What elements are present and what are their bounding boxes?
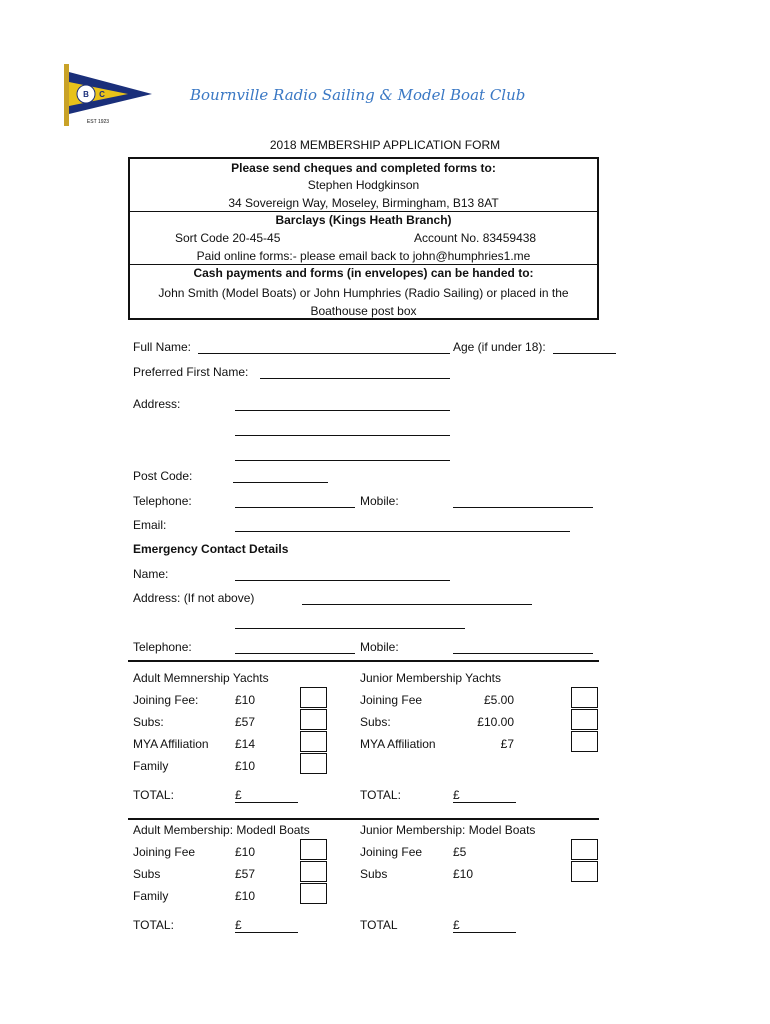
telephone-label: Telephone: bbox=[133, 494, 192, 508]
section-divider bbox=[128, 818, 599, 820]
checkbox-adult-yacht-subs[interactable] bbox=[300, 709, 327, 730]
fee-amount: £10 bbox=[235, 845, 256, 859]
emergency-address-label: Address: (If not above) bbox=[133, 591, 255, 605]
online-note: Paid online forms:- please email back to john@humphries1.me bbox=[196, 249, 531, 263]
club-name: Bournville Radio Sailing & Model Boat Club bbox=[190, 86, 526, 104]
payment-info-box bbox=[128, 157, 599, 320]
checkbox-junior-yacht-subs[interactable] bbox=[571, 709, 598, 730]
full-name-label: Full Name: bbox=[133, 340, 192, 354]
full-name-field[interactable] bbox=[198, 353, 450, 354]
cash-line-2: Boathouse post box bbox=[310, 304, 417, 318]
adult-yachts-title: Adult Memnership Yachts bbox=[133, 671, 269, 685]
total-label: TOTAL: bbox=[360, 788, 401, 802]
email-field[interactable] bbox=[235, 531, 570, 532]
divider bbox=[130, 264, 597, 265]
emergency-telephone-field[interactable] bbox=[235, 653, 355, 654]
checkbox-adult-yacht-joining[interactable] bbox=[300, 687, 327, 708]
contact-name: Stephen Hodgkinson bbox=[307, 178, 420, 192]
fee-amount: £10 bbox=[235, 759, 256, 773]
fee-label: Joining Fee bbox=[360, 693, 423, 707]
fee-amount: £7 bbox=[500, 737, 514, 751]
email-label: Email: bbox=[133, 518, 167, 532]
send-heading: Please send cheques and completed forms to: bbox=[231, 161, 496, 175]
age-field[interactable] bbox=[553, 353, 616, 354]
total-currency: £ bbox=[453, 788, 460, 802]
checkbox-adult-boat-joining[interactable] bbox=[300, 839, 327, 860]
checkbox-junior-boat-subs[interactable] bbox=[571, 861, 598, 882]
contact-address: 34 Sovereign Way, Moseley, Birmingham, B13 8AT bbox=[228, 196, 499, 210]
fee-label: Family bbox=[133, 889, 169, 903]
junior-model-boats-title: Junior Membership: Model Boats bbox=[360, 823, 536, 837]
club-logo bbox=[58, 64, 154, 126]
post-code-field[interactable] bbox=[233, 482, 328, 483]
fee-amount: £14 bbox=[235, 737, 256, 751]
divider bbox=[130, 211, 597, 212]
fee-amount: £10 bbox=[235, 889, 256, 903]
address-field-2[interactable] bbox=[235, 435, 450, 436]
fee-label: Subs bbox=[360, 867, 388, 881]
emergency-mobile-field[interactable] bbox=[453, 653, 593, 654]
junior-yacht-total-field[interactable] bbox=[453, 802, 516, 803]
fee-amount: £57 bbox=[235, 715, 256, 729]
fee-label: Joining Fee bbox=[133, 845, 196, 859]
emergency-address-field-1[interactable] bbox=[302, 604, 532, 605]
emergency-telephone-label: Telephone: bbox=[133, 640, 192, 654]
post-code-label: Post Code: bbox=[133, 469, 193, 483]
fee-label: Subs: bbox=[360, 715, 391, 729]
total-currency: £ bbox=[235, 788, 242, 802]
checkbox-junior-boat-joining[interactable] bbox=[571, 839, 598, 860]
mobile-label: Mobile: bbox=[360, 494, 399, 508]
emergency-heading: Emergency Contact Details bbox=[133, 542, 289, 556]
checkbox-junior-yacht-joining[interactable] bbox=[571, 687, 598, 708]
emergency-mobile-label: Mobile: bbox=[360, 640, 399, 654]
emergency-name-field[interactable] bbox=[235, 580, 450, 581]
svg-text:C: C bbox=[99, 90, 105, 99]
emergency-address-field-2[interactable] bbox=[235, 628, 465, 629]
checkbox-adult-boat-family[interactable] bbox=[300, 883, 327, 904]
checkbox-adult-yacht-family[interactable] bbox=[300, 753, 327, 774]
fee-amount: £5.00 bbox=[483, 693, 514, 707]
total-label: TOTAL bbox=[360, 918, 398, 932]
fee-label: Subs: bbox=[133, 715, 164, 729]
account-number: Account No. 83459438 bbox=[414, 231, 537, 245]
preferred-name-label: Preferred First Name: bbox=[133, 365, 249, 379]
section-divider bbox=[128, 660, 599, 662]
fee-amount: £10.00 bbox=[477, 715, 514, 729]
adult-model-boats-title: Adult Membership: Modedl Boats bbox=[133, 823, 310, 837]
svg-text:EST 1923: EST 1923 bbox=[86, 119, 110, 125]
address-label: Address: bbox=[133, 397, 181, 411]
adult-boat-total-field[interactable] bbox=[235, 932, 298, 933]
preferred-name-field[interactable] bbox=[260, 378, 450, 379]
cash-line-1: John Smith (Model Boats) or John Humphries (Radio Sailing) or placed in the bbox=[158, 286, 569, 300]
bank-heading: Barclays (Kings Heath Branch) bbox=[275, 213, 452, 227]
total-currency: £ bbox=[235, 918, 242, 932]
fee-amount: £57 bbox=[235, 867, 256, 881]
cash-heading: Cash payments and forms (in envelopes) can be handed to: bbox=[193, 266, 534, 280]
total-currency: £ bbox=[453, 918, 460, 932]
address-field-3[interactable] bbox=[235, 460, 450, 461]
fee-label: Family bbox=[133, 759, 169, 773]
checkbox-adult-boat-subs[interactable] bbox=[300, 861, 327, 882]
junior-boat-total-field[interactable] bbox=[453, 932, 516, 933]
checkbox-junior-yacht-mya[interactable] bbox=[571, 731, 598, 752]
adult-yacht-total-field[interactable] bbox=[235, 802, 298, 803]
age-label: Age (if under 18): bbox=[453, 340, 546, 354]
emergency-name-label: Name: bbox=[133, 567, 169, 581]
total-label: TOTAL: bbox=[133, 918, 174, 932]
fee-amount: £5 bbox=[453, 845, 467, 859]
sort-code: Sort Code 20-45-45 bbox=[175, 231, 281, 245]
svg-text:B: B bbox=[83, 90, 89, 99]
fee-label: MYA Affiliation bbox=[360, 737, 436, 751]
telephone-field[interactable] bbox=[235, 507, 355, 508]
fee-label: MYA Affiliation bbox=[133, 737, 209, 751]
fee-label: Joining Fee bbox=[360, 845, 423, 859]
form-title: 2018 MEMBERSHIP APPLICATION FORM bbox=[269, 138, 501, 152]
checkbox-adult-yacht-mya[interactable] bbox=[300, 731, 327, 752]
junior-yachts-title: Junior Membership Yachts bbox=[360, 671, 501, 685]
total-label: TOTAL: bbox=[133, 788, 174, 802]
fee-amount: £10 bbox=[453, 867, 474, 881]
fee-label: Joining Fee: bbox=[133, 693, 199, 707]
fee-amount: £10 bbox=[235, 693, 256, 707]
fee-label: Subs bbox=[133, 867, 161, 881]
address-field-1[interactable] bbox=[235, 410, 450, 411]
mobile-field[interactable] bbox=[453, 507, 593, 508]
